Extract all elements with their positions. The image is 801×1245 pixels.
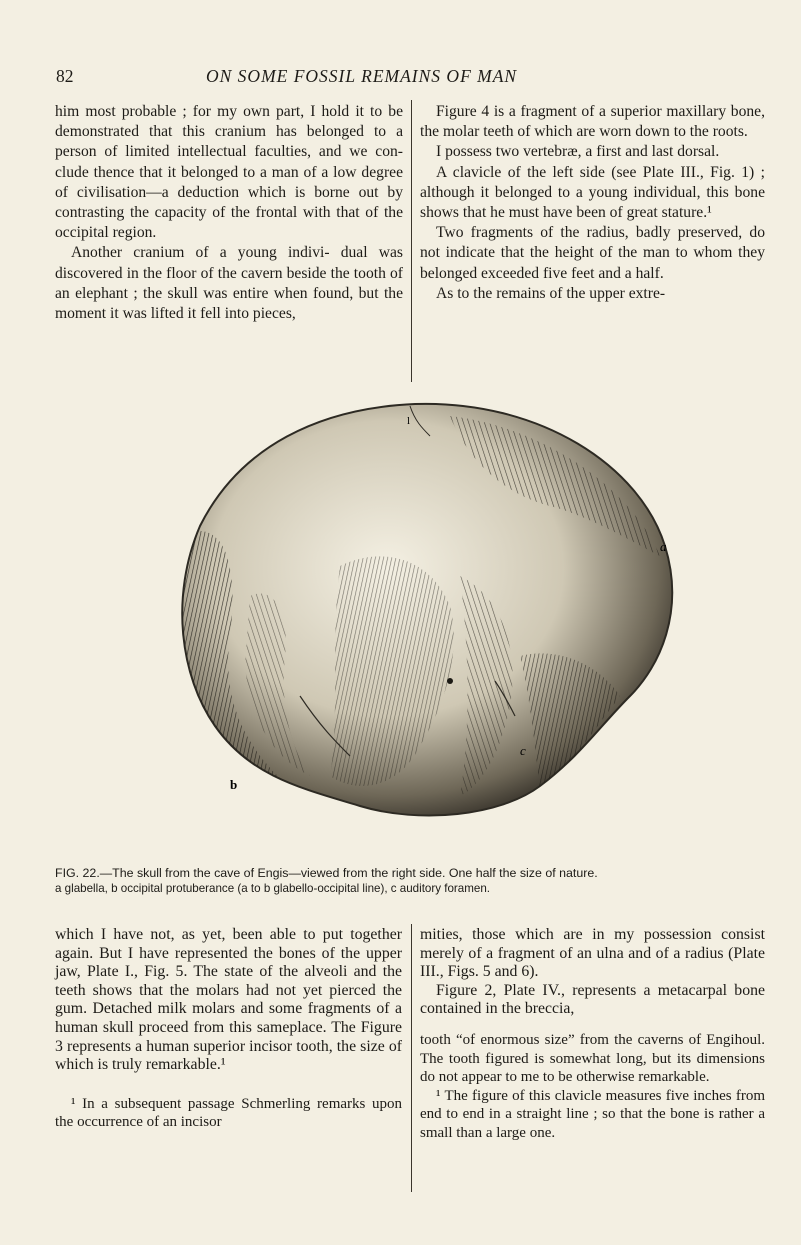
column-divider [411,924,412,1192]
footnote-continuation: tooth “of enormous size” from the caverns of Engihoul. The tooth figured is somewhat long, but its dimensions do not appear to me to be otherwise remarkable. [420,1031,765,1086]
paragraph: Two fragments of the radius, badly preserved, do not indicate that the height of the man to whom they belonged exceeded five feet and a half. [420,224,765,282]
page-number: 82 [56,66,74,86]
paragraph: Another cranium of a young indivi- dual was discovered in the floor of the cavern beside the tooth of an elephant ; the skull was entire when found, but the moment it was lifted it fell into pieces, [55,244,403,323]
bottom-right-column [420,926,765,1143]
paragraph: him most probable ; for my own part, I hold it to be demonstrated that this cranium has belonged to a person of limited intellectual faculties, and we con- clude thence that it belonged to a man of a low degree of civilisation—a deduction which is borne out by contrasting the capacity of the frontal with that of the occipital region. [55,103,403,242]
auditory-foramen [447,678,453,684]
paragraph: mities, those which are in my possession consist merely of a fragment of an ulna and of a radius (Plate III., Figs. 5 and 6). [420,926,765,981]
bottom-left-column [55,926,402,1132]
caption-title: FIG. 22.—The skull from the cave of Engis—viewed from the right side. One half the size of nature. [55,866,598,880]
column-divider [411,100,412,382]
paragraph: As to the remains of the upper extre- [436,284,666,302]
label-a: a [660,539,667,554]
label-top: l [407,415,411,427]
paragraph: which I have not, as yet, been able to put together again. But I have represented the bones of the upper jaw, Plate I., Fig. 5. The state of the alveoli and the teeth shows that the molars had not yet pierced the gum. Detached milk molars and some fragments of a human skull proceed from this sameplace. The Figure 3 represents a human superior incisor tooth, the size of which is truly remarkable.¹ [55,926,402,1074]
footnote: ¹ In a subsequent passage Schmerling remarks upon the occurrence of an incisor [55,1095,402,1131]
page-header [46,62,756,88]
caption-legend: a glabella, b occipital protuberance (a to b glabello-occipital line), c auditory foramen. [55,882,491,895]
running-title: ON SOME FOSSIL REMAINS OF MAN [206,66,518,86]
paragraph: Figure 2, Plate IV., represents a metacarpal bone contained in the breccia, [420,981,765,1018]
figure-caption [55,866,770,896]
label-b: b [230,777,238,792]
top-left-column [55,102,403,324]
skull-illustration [160,396,680,826]
paragraph: A clavicle of the left side (see Plate III., Fig. 1) ; although it belonged to a young individual, this bone shows that he must have been of great stature.¹ [420,163,765,222]
label-c: c [520,743,526,758]
paragraph: I possess two vertebræ, a first and last dorsal. [436,143,720,161]
footnote: ¹ The figure of this clavicle measures five inches from end to end in a straight line ; so that the bone is rather a small than a large one. [420,1087,765,1141]
paragraph: Figure 4 is a fragment of a superior maxillary bone, the molar teeth of which are worn down to the roots. [420,103,765,141]
top-right-column [420,102,765,304]
